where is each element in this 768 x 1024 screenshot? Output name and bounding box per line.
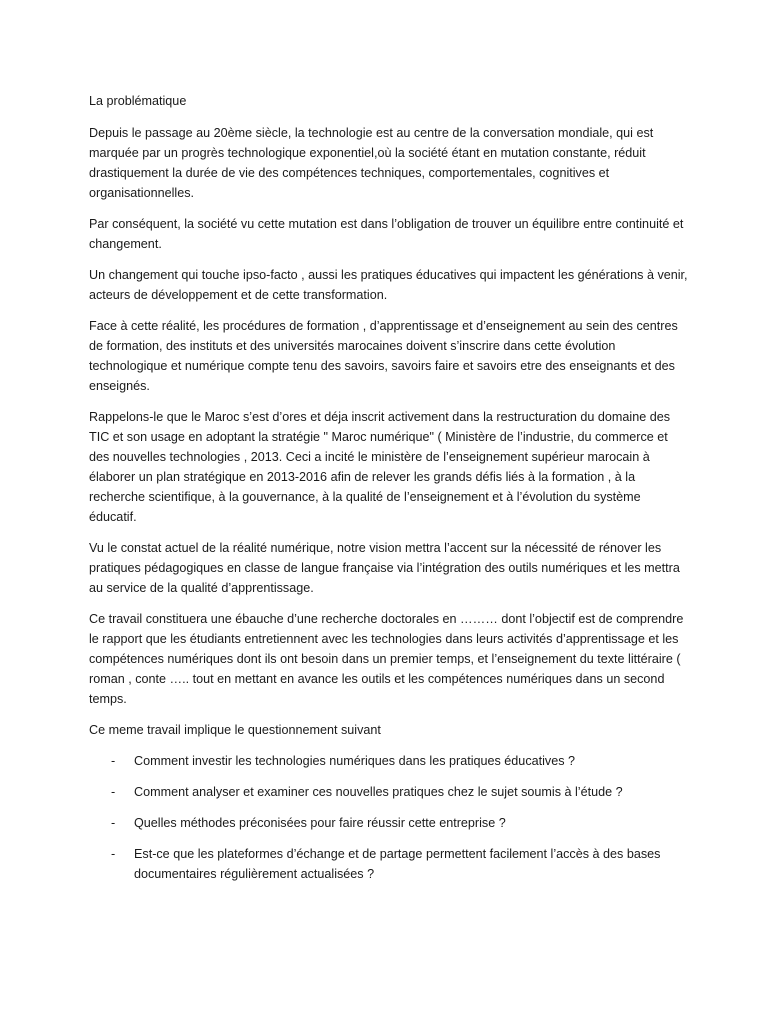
paragraph-morocco: Rappelons-le que le Maroc s’est d’ores et déja inscrit activement dans la restructuration du domaine des TIC et son usage en adoptant la stratégie " Maroc numérique" ( Ministère de l’industrie, du commerce et des nouvelles technologies , 2013. Ceci a incité le ministère de l’enseignement supérieur marocain à élaborer un plan stratégique en 2013-2016 afin de relever les grands défis liés à la formation , à la recherche scientifique, à la gouvernance, à la qualité de l’enseignement et à l’évolution du système éducatif. bbox=[89, 410, 671, 524]
bullet-dash: - bbox=[111, 816, 116, 830]
paragraph-change: Un changement qui touche ipso-facto , aussi les pratiques éducatives qui impactent les générations à venir, acteurs de développement et de cette transformation. bbox=[89, 268, 688, 302]
bullet-dash: - bbox=[111, 785, 116, 799]
list-item bbox=[89, 782, 689, 802]
question-text: Comment investir les technologies numériques dans les pratiques éducatives ? bbox=[134, 754, 576, 768]
paragraph-consequence: Par conséquent, la société vu cette mutation est dans l’obligation de trouver un équilibre entre continuité et changement. bbox=[89, 217, 684, 251]
paragraph-vision: Vu le constat actuel de la réalité numérique, notre vision mettra l’accent sur la nécessité de rénover les pratiques pédagogiques en classe de langue française via l’intégration des outils numériques et les mettra au service de la qualité d’apprentissage. bbox=[89, 541, 680, 595]
question-text: Est-ce que les plateformes d’échange et de partage permettent facilement l’accès à des bases documentaires régulièrement actualisées ? bbox=[134, 847, 661, 881]
paragraph-research: Ce travail constituera une ébauche d’une recherche doctorales en ……… dont l’objectif est de comprendre le rapport que les étudiants entretiennent avec les technologies dans leurs activités d’apprentissage et les compétences numériques dont ils ont besoin dans un premier temps, et l’enseignement du texte littéraire ( roman , conte ….. tout en mettant en avance les outils et les compétences numériques dans un second temps. bbox=[89, 612, 684, 706]
list-item bbox=[89, 844, 689, 884]
list-item bbox=[89, 813, 689, 833]
question-text: Quelles méthodes préconisées pour faire réussir cette entreprise ? bbox=[134, 816, 506, 830]
paragraph-reality: Face à cette réalité, les procédures de formation , d’apprentissage et d’enseignement au sein des centres de formation, des instituts et des universités marocaines doivent s’inscrire dans cette évolution technologique et numérique compte tenu des savoirs, savoirs faire et savoirs etre des enseignants et des enseignés. bbox=[89, 319, 678, 393]
paragraph-intro: Depuis le passage au 20ème siècle, la technologie est au centre de la conversation mondiale, qui est marquée par un progrès technologique exponentiel,où la société étant en mutation constante, réduit drastiquement la durée de vie des compétences techniques, comportementales, cognitives et organisationnelles. bbox=[89, 126, 654, 200]
paragraph-questions-intro: Ce meme travail implique le questionnement suivant bbox=[89, 723, 381, 737]
document-title: La problématique bbox=[89, 94, 187, 108]
list-item bbox=[89, 751, 689, 771]
bullet-dash: - bbox=[111, 847, 116, 861]
question-text: Comment analyser et examiner ces nouvelles pratiques chez le sujet soumis à l’étude ? bbox=[134, 785, 623, 799]
question-list bbox=[89, 751, 689, 884]
bullet-dash: - bbox=[111, 754, 116, 768]
document-page bbox=[89, 91, 689, 895]
